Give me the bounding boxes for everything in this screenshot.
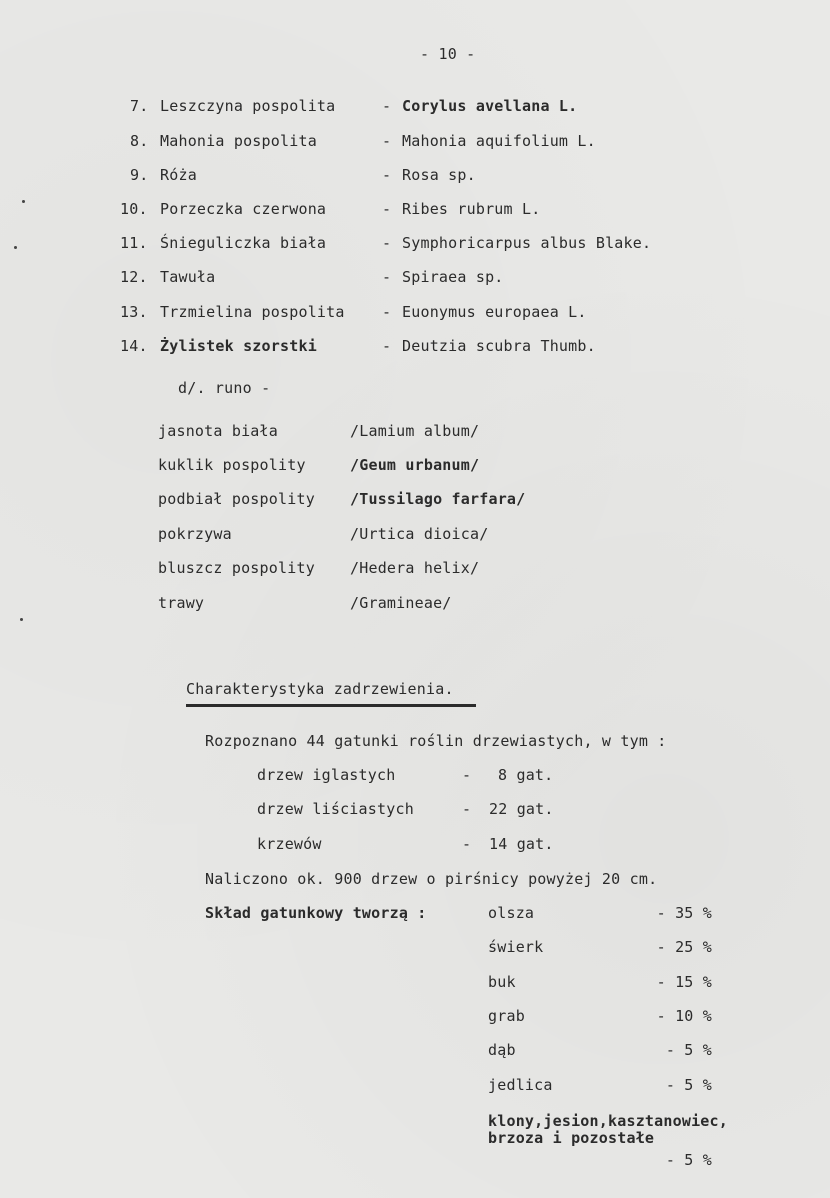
shrub-polish-name: Mahonia pospolita [160,132,317,150]
shrub-polish-name: Żylistek szorstki [160,337,317,355]
shrub-number: 9. [130,166,149,184]
shrub-polish-name: Róża [160,166,197,184]
runo-latin-name: /Hedera helix/ [350,559,480,577]
shrub-polish-name: Trzmielina pospolita [160,303,345,321]
shrub-polish-name: Porzeczka czerwona [160,200,327,218]
composition-species: dąb [488,1041,516,1059]
shrub-latin-name: Ribes rubrum L. [402,200,541,218]
shrub-latin-name: Corylus avellana L. [402,97,578,115]
count-value: 14 gat. [489,835,554,853]
shrub-latin-name: Mahonia aquifolium L. [402,132,596,150]
shrub-dash: - [382,132,392,150]
composition-species: olsza [488,904,535,922]
shrub-dash: - [382,200,392,218]
count-value: 22 gat. [489,800,554,818]
composition-species: grab [488,1007,525,1025]
scan-speck [20,618,23,621]
heading-underline [186,704,476,707]
runo-latin-name: /Lamium album/ [350,422,480,440]
count-label: drzew iglastych [257,766,396,784]
section-d-heading: d/. runo - [178,379,271,397]
runo-polish-name: podbiał pospolity [158,490,315,508]
count-label: krzewów [257,835,322,853]
composition-species: jedlica [488,1076,553,1094]
shrub-dash: - [382,303,392,321]
shrub-number: 7. [130,97,149,115]
runo-polish-name: kuklik pospolity [158,456,306,474]
composition-species: świerk [488,938,544,956]
composition-percent: - 5 % [665,1076,712,1094]
shrub-number: 11. [120,234,148,252]
composition-species: buk [488,973,516,991]
shrub-dash: - [382,234,392,252]
page-number: - 10 - [420,45,476,63]
composition-others-line2: brzoza i pozostałe [488,1129,655,1147]
runo-latin-name: /Geum urbanum/ [350,456,480,474]
shrub-latin-name: Deutzia scubra Thumb. [402,337,596,355]
runo-polish-name: jasnota biała [158,422,278,440]
shrub-polish-name: Tawuła [160,268,216,286]
count-dash: - [462,800,472,818]
composition-percent: - 15 % [656,973,712,991]
runo-polish-name: trawy [158,594,205,612]
runo-latin-name: /Tussilago farfara/ [350,490,526,508]
composition-percent: - 5 % [665,1041,712,1059]
shrub-number: 8. [130,132,149,150]
shrub-latin-name: Euonymus europaea L. [402,303,587,321]
count-value: 8 gat. [498,766,554,784]
count-dash: - [462,835,472,853]
shrub-dash: - [382,337,392,355]
shrub-latin-name: Spiraea sp. [402,268,504,286]
runo-latin-name: /Gramineae/ [350,594,452,612]
counted-trees-text: Naliczono ok. 900 drzew o pirśnicy powyżej 20 cm. [205,870,658,888]
composition-percent: - 35 % [656,904,712,922]
runo-latin-name: /Urtica dioica/ [350,525,489,543]
count-dash: - [462,766,472,784]
section-heading: Charakterystyka zadrzewienia. [186,680,454,698]
shrub-number: 12. [120,268,148,286]
composition-percent: - 5 % [665,1151,712,1169]
shrub-latin-name: Rosa sp. [402,166,476,184]
shrub-dash: - [382,166,392,184]
recognized-species-text: Rozpoznano 44 gatunki roślin drzewiastych, w tym : [205,732,667,750]
shrub-polish-name: Śnieguliczka biała [160,234,327,252]
shrub-dash: - [382,97,392,115]
composition-label: Skład gatunkowy tworzą : [205,904,427,922]
shrub-dash: - [382,268,392,286]
count-label: drzew liściastych [257,800,414,818]
shrub-number: 14. [120,337,148,355]
scan-speck [22,200,25,203]
composition-percent: - 10 % [656,1007,712,1025]
shrub-number: 13. [120,303,148,321]
shrub-number: 10. [120,200,148,218]
runo-polish-name: pokrzywa [158,525,232,543]
composition-percent: - 25 % [656,938,712,956]
composition-others-line1: klony,jesion,kasztanowiec, [488,1112,728,1130]
shrub-latin-name: Symphoricarpus albus Blake. [402,234,652,252]
scan-speck [14,246,17,249]
shrub-polish-name: Leszczyna pospolita [160,97,336,115]
runo-polish-name: bluszcz pospolity [158,559,315,577]
